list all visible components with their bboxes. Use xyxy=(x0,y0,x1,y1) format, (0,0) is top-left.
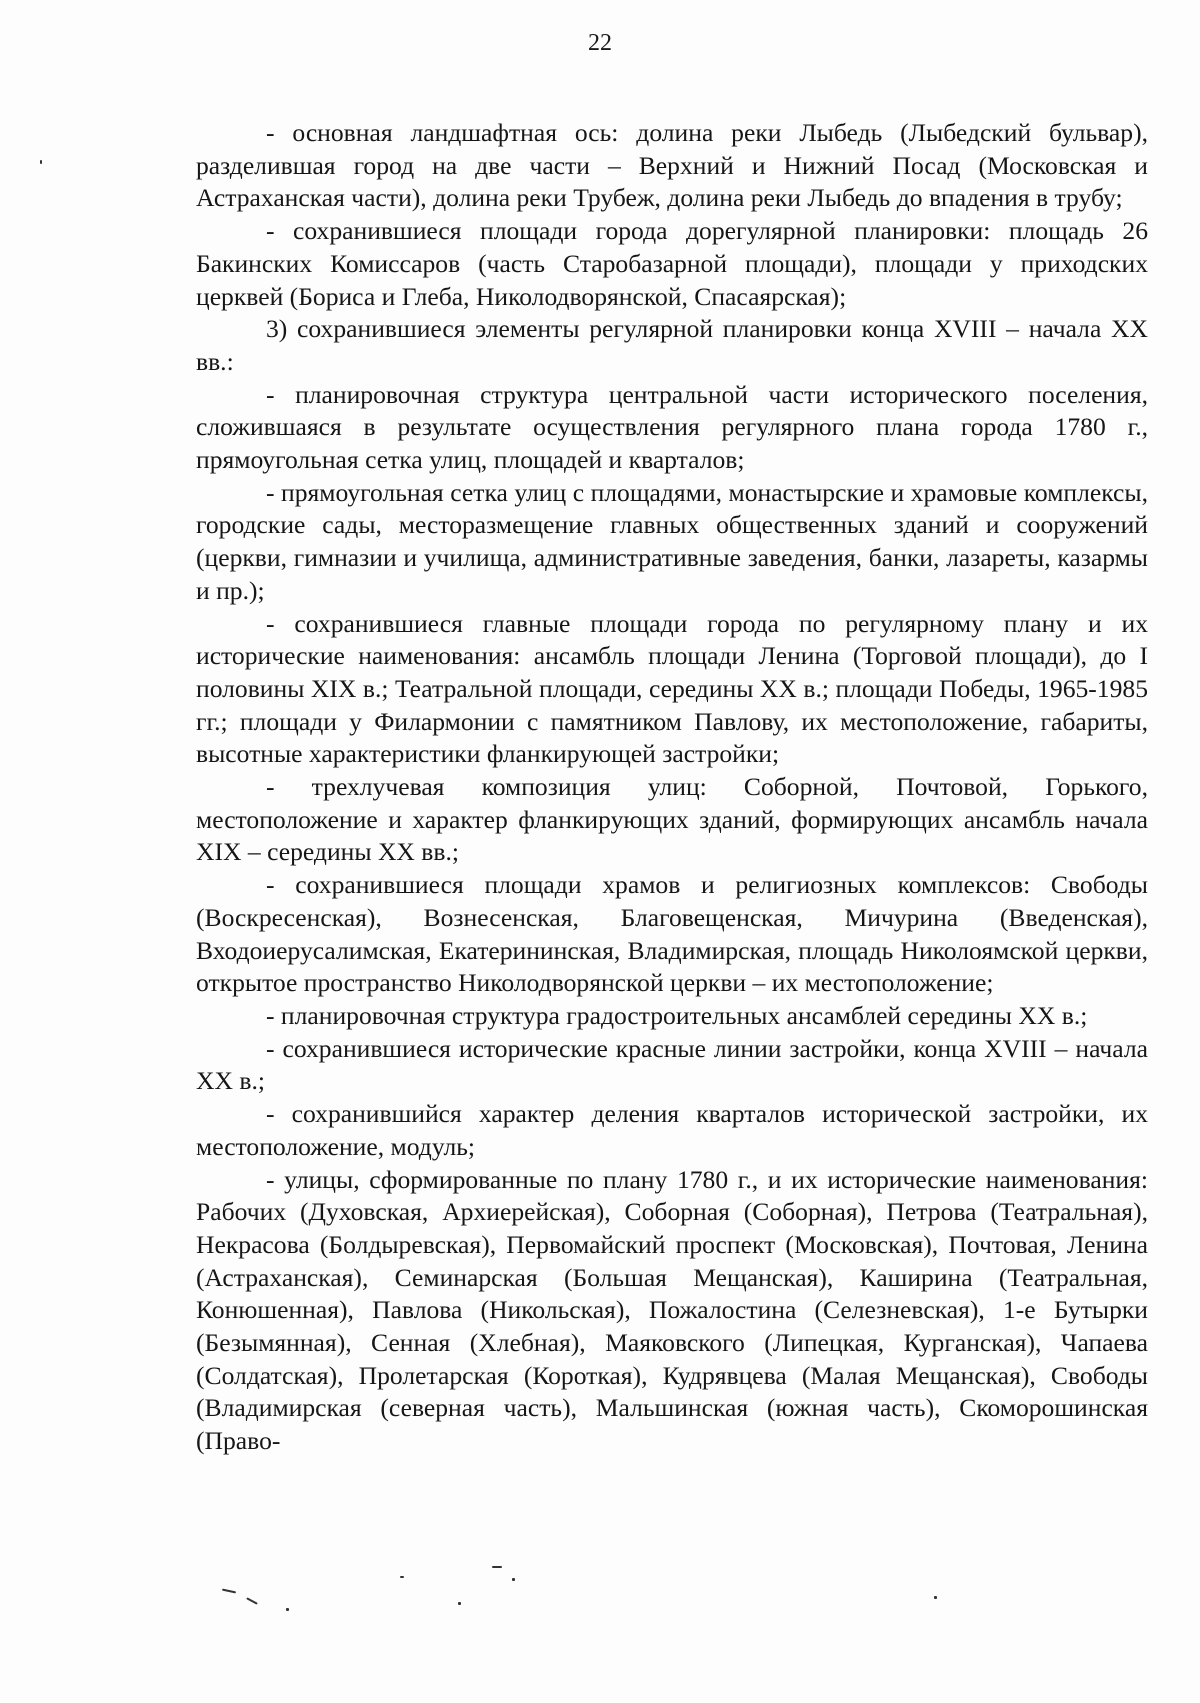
paragraph: - трехлучевая композиция улиц: Соборной, Почтовой, Горького, местоположение и характер фланкирующих зданий, формирующих ансамбль начала XIX – середины XX вв.; xyxy=(196,772,1148,867)
paragraph: - прямоугольная сетка улиц с площадями, монастырские и храмовые комплексы, городские сады, месторазмещение главных общественных зданий и сооружений (церкви, гимназии и училища, административные заведения, банки, лазареты, казармы и пр.); xyxy=(196,477,1148,605)
scan-speck xyxy=(400,1576,404,1578)
scan-speck xyxy=(40,160,42,164)
paragraph: - планировочная структура градостроительных ансамблей середины XX в.; xyxy=(266,1000,1088,1030)
scan-speck xyxy=(512,1578,515,1581)
paragraph: - сохранившийся характер деления кварталов исторической застройки, их местоположение, модуль; xyxy=(196,1099,1148,1161)
paragraph: - сохранившиеся исторические красные линии застройки, конца XVIII – начала XX в.; xyxy=(196,1033,1148,1096)
paragraph: - сохранившиеся площади города дорегулярной планировки: площадь 26 Бакинских Комиссаров (часть Старобазарной площади), площади у приходских церквей (Бориса и Глеба, Николодворянской, Спасаярская); xyxy=(196,216,1148,311)
scan-speck xyxy=(492,1566,502,1568)
scan-speck xyxy=(934,1596,937,1599)
paragraph: 3) сохранившиеся элементы регулярной планировки конца XVIII – начала XX вв.: xyxy=(196,314,1148,376)
scan-speck xyxy=(458,1602,461,1605)
page-number: 22 xyxy=(588,30,612,56)
paragraph: - основная ландшафтная ось: долина реки Лыбедь (Лыбедский бульвар), разделившая город на две части – Верхний и Нижний Посад (Московская и Астраханская части), долина реки Трубеж, долина реки Лыбедь до впадения в трубу; xyxy=(196,118,1148,213)
scan-speck xyxy=(222,1589,236,1594)
document-body xyxy=(196,117,1148,1458)
paragraph: - сохранившиеся площади храмов и религиозных комплексов: Свободы (Воскресенская), Вознесенская, Благовещенская, Мичурина (Введенская), Входоиерусалимская, Екатерининская, Владимирская, площадь Николоямской церкви, открытое пространство Николодворянской церкви – их местоположение; xyxy=(196,870,1148,998)
paragraph: - сохранившиеся главные площади города по регулярному плану и их исторические наименования: ансамбль площади Ленина (Торговой площади), до I половины XIX в.; Театральной площади, середины XX в.; площади Победы, 1965-1985 гг.; площади у Филармонии с памятником Павлову, их местоположение, габариты, высотные характеристики фланкирующей застройки; xyxy=(196,608,1148,769)
paragraph: - улицы, сформированные по плану 1780 г., и их исторические наименования: Рабочих (Духовская, Архиерейская), Соборная (Соборная), Петрова (Театральная), Некрасова (Болдыревская), Первомайский проспект (Московская), Почтовая, Ленина (Астраханская), Семинарская (Большая Мещанская), Каширина (Театральная, Конюшенная), Павлова (Никольская), Пожалостина (Селезневская), 1-е Бутырки (Безымянная), Сенная (Хлебная), Маяковского (Липецкая, Курганская), Чапаева (Солдатская), Пролетарская (Короткая), Кудрявцева (Малая Мещанская), Свободы (Владимирская (северная часть), Мальшинская (южная часть), Скоморошинская (Право- xyxy=(196,1164,1148,1456)
scan-speck xyxy=(286,1608,289,1611)
scan-speck xyxy=(246,1597,258,1604)
paragraph: - планировочная структура центральной части исторического поселения, сложившаяся в результате осуществления регулярного плана города 1780 г., прямоугольная сетка улиц, площадей и кварталов; xyxy=(196,379,1148,475)
